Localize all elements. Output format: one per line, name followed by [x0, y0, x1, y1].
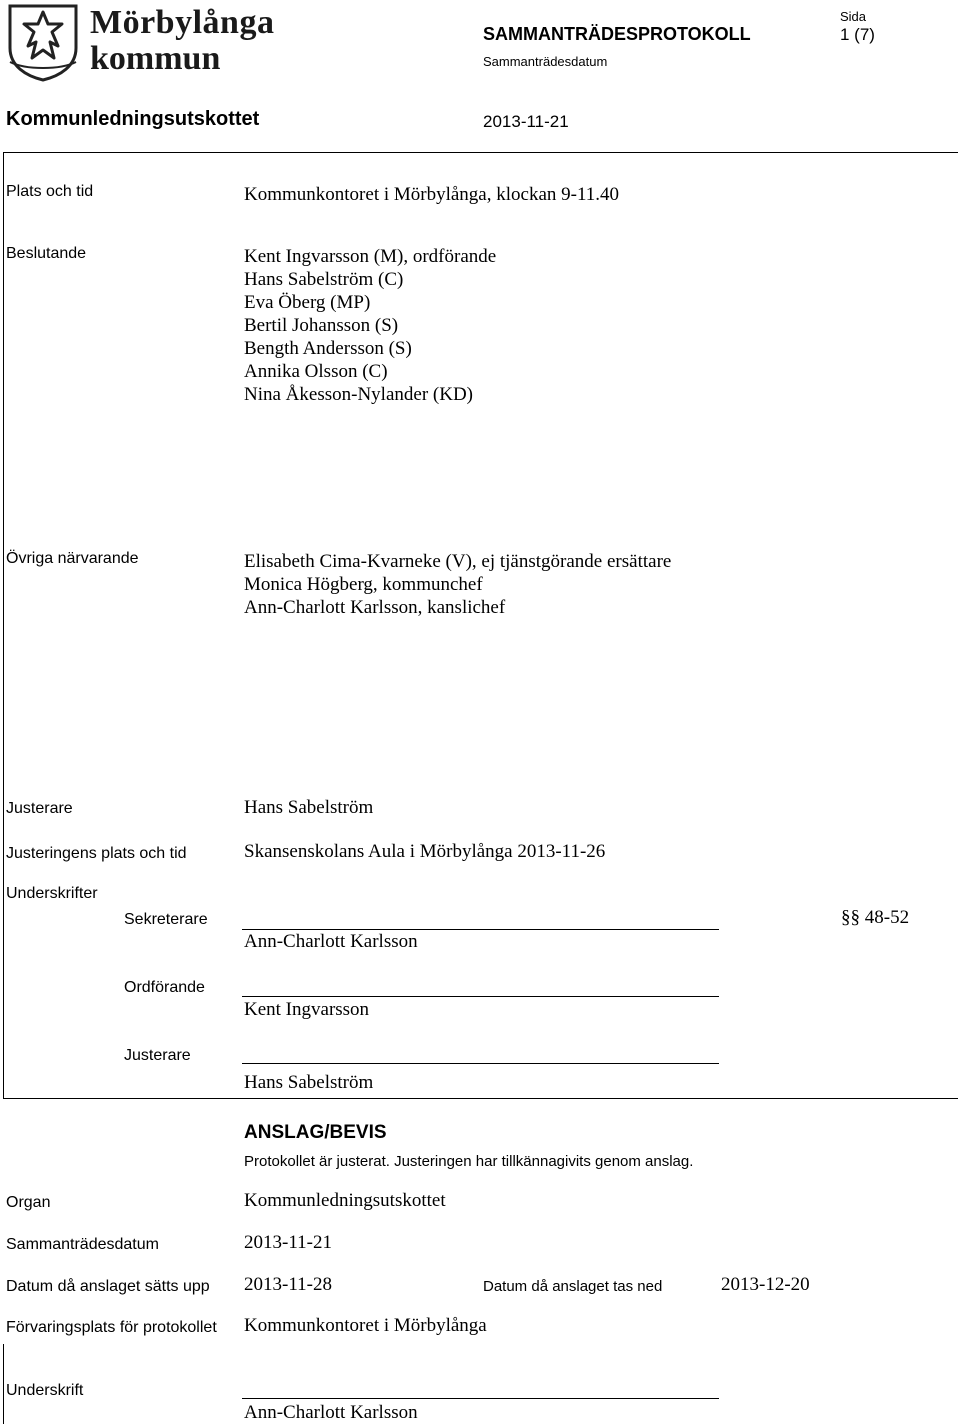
deciding-label: Beslutande — [6, 245, 87, 262]
storage-value: Kommunkontoret i Mörbylånga — [244, 1315, 487, 1336]
signature-adjuster-name: Hans Sabelström — [244, 1072, 374, 1093]
place-time-value: Kommunkontoret i Mörbylånga, klockan 9-11.40 — [244, 184, 620, 205]
coat-of-arms-icon — [6, 2, 80, 82]
posted-date-value: 2013-11-28 — [244, 1274, 332, 1295]
secretary-name: Ann-Charlott Karlsson — [244, 931, 418, 952]
meeting-date-label: Sammanträdesdatum — [483, 54, 608, 69]
notice-title: ANSLAG/BEVIS — [244, 1122, 387, 1143]
notice-signature-name: Ann-Charlott Karlsson — [244, 1402, 418, 1423]
list-item: Annika Olsson (C) — [244, 361, 388, 382]
frame-top-line — [3, 152, 958, 153]
chair-signature-line — [242, 996, 719, 997]
list-item: Hans Sabelström (C) — [244, 269, 404, 290]
adjuster-label: Justerare — [6, 800, 73, 817]
notice-text: Protokollet är justerat. Justeringen har tillkännagivits genom anslag. — [244, 1153, 694, 1170]
logo-name: Mörbylånga — [90, 4, 275, 41]
municipality-logo — [6, 2, 275, 82]
others-label: Övriga närvarande — [6, 550, 139, 567]
logo-subname: kommun — [90, 40, 221, 77]
posted-date-label: Datum då anslaget sätts upp — [6, 1278, 210, 1295]
notice-signature-label: Underskrift — [6, 1382, 84, 1399]
list-item: Bength Andersson (S) — [244, 338, 412, 359]
removed-date-value: 2013-12-20 — [721, 1274, 810, 1295]
page-number: 1 (7) — [840, 25, 875, 44]
notice-date-value: 2013-11-21 — [244, 1232, 332, 1253]
paragraph-range: §§ 48-52 — [841, 907, 910, 928]
chair-name: Kent Ingvarsson — [244, 999, 370, 1020]
frame-left-line — [3, 152, 4, 1099]
chair-label: Ordförande — [124, 979, 205, 996]
adjust-place-label: Justeringens plats och tid — [6, 845, 187, 862]
secretary-label: Sekreterare — [124, 911, 208, 928]
signatures-label: Underskrifter — [6, 885, 98, 902]
notice-date-label: Sammanträdesdatum — [6, 1236, 159, 1253]
list-item: Bertil Johansson (S) — [244, 315, 399, 336]
list-item: Eva Öberg (MP) — [244, 292, 371, 313]
page-label: Sida — [840, 9, 867, 24]
list-item: Nina Åkesson-Nylander (KD) — [244, 384, 473, 405]
signature-adjuster-label: Justerare — [124, 1047, 191, 1064]
header-date: 2013-11-21 — [483, 112, 569, 131]
adjuster-signature-line — [242, 1063, 719, 1064]
list-item: Kent Ingvarsson (M), ordförande — [244, 246, 497, 267]
removed-date-label: Datum då anslaget tas ned — [483, 1278, 663, 1295]
list-item: Monica Högberg, kommunchef — [244, 574, 483, 595]
place-time-label: Plats och tid — [6, 183, 94, 200]
list-item: Ann-Charlott Karlsson, kanslichef — [244, 597, 506, 618]
frame-bottom-left-line — [3, 1344, 4, 1424]
list-item: Elisabeth Cima-Kvarneke (V), ej tjänstgörande ersättare — [244, 551, 672, 572]
others-list — [244, 550, 671, 619]
organ-label: Organ — [6, 1194, 51, 1211]
frame-middle-line — [3, 1098, 958, 1099]
adjuster-value: Hans Sabelström — [244, 797, 374, 818]
committee-title: Kommunledningsutskottet — [6, 108, 260, 130]
notice-signature-line — [242, 1398, 719, 1399]
deciding-list — [244, 245, 496, 406]
storage-label: Förvaringsplats för protokollet — [6, 1319, 217, 1336]
organ-value: Kommunledningsutskottet — [244, 1190, 446, 1211]
document-type: SAMMANTRÄDESPROTOKOLL — [483, 24, 751, 44]
adjust-place-value: Skansenskolans Aula i Mörbylånga 2013-11-26 — [244, 841, 606, 862]
